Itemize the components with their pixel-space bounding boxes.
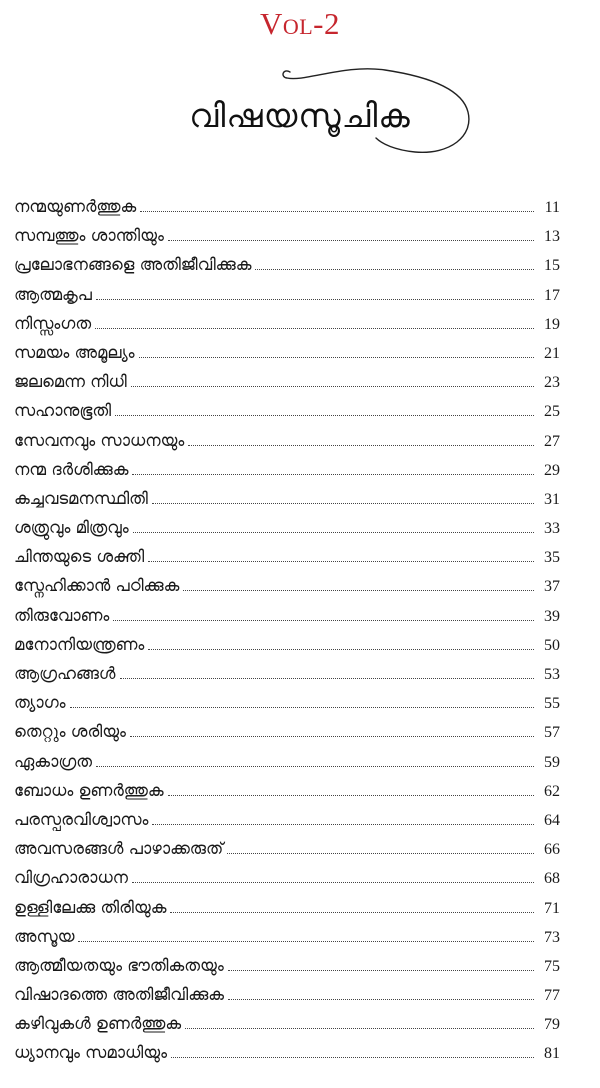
toc-entry-page-number: 11 [544,199,560,216]
toc-entry [14,747,560,776]
toc-entry-page-number: 81 [544,1045,560,1063]
toc-entry-page-number: 17 [544,286,560,304]
toc-entry-page-number: 50 [544,636,560,654]
toc-entry-page-number: 75 [544,957,560,975]
toc-leader-dots [170,911,534,913]
toc-entry-title: ജലമെന്ന നിധി [14,372,127,392]
toc-entry-title: ധ്യാനവും സമാധിയും [14,1043,168,1063]
toc-entry-title: പ്രലോഭനങ്ങളെ അതിജീവിക്കുക [14,255,252,275]
toc-leader-dots [96,765,534,767]
toc-entry [14,455,560,484]
toc-leader-dots [171,1056,534,1058]
toc-entry-page-number: 68 [544,870,560,888]
toc-entry-title: ശത്രുവും മിത്രവും [14,518,129,538]
contents-heading: വിഷയസൂചിക [189,96,411,135]
toc-leader-dots [95,327,534,329]
toc-entry-page-number: 27 [544,432,560,450]
toc-entry [14,717,560,746]
toc-leader-dots [139,356,534,358]
toc-entry [14,601,560,630]
toc-entry-title: സേവനവും സാധനയും [14,430,185,450]
toc-leader-dots [188,444,534,446]
toc-leader-dots [255,268,534,270]
toc-entry [14,513,560,542]
toc-leader-dots [113,619,534,621]
toc-entry [14,1038,560,1067]
toc-entry-page-number: 62 [544,782,560,800]
toc-entry-title: തിരുവോണം [14,605,110,625]
toc-entry-title: ത്യാഗം [14,693,66,713]
toc-entry-title: സമയം അമൂല്യം [14,342,135,362]
toc-leader-dots [115,414,534,416]
toc-entry [14,367,560,396]
toc-entry-page-number: 31 [544,490,560,508]
toc-leader-dots [130,735,534,737]
toc-entry [14,776,560,805]
toc-leader-dots [183,589,534,591]
toc-entry-page-number: 79 [544,1016,560,1034]
volume-label: Vol-2 [259,6,341,41]
toc-entry [14,659,560,688]
toc-entry-title: നന്മയുണർത്തുക [14,197,137,216]
toc-entry [14,309,560,338]
toc-entry [14,980,560,1009]
toc-entry-page-number: 23 [544,374,560,392]
toc-entry-page-number: 73 [544,928,560,946]
toc-entry [14,805,560,834]
toc-leader-dots [132,881,534,883]
toc-entry-title: തെറ്റും ശരിയും [14,722,126,742]
toc-entry-page-number: 13 [544,228,560,246]
toc-leader-dots [140,210,534,212]
toc-entry-page-number: 37 [544,578,560,596]
toc-entry-title: ആത്മീയതയും ഭൗതികതയും [14,955,224,975]
toc-entry [14,250,560,279]
toc-entry-page-number: 53 [544,666,560,683]
toc-entry-page-number: 29 [544,461,560,479]
toc-leader-dots [132,473,534,475]
toc-entry [14,426,560,455]
toc-entry-title: ആഗ്രഹങ്ങൾ [14,664,116,683]
toc-entry [14,542,560,571]
toc-entry [14,396,560,425]
toc-leader-dots [148,648,534,650]
toc-entry [14,484,560,513]
toc-entry-title: ചിന്തയുടെ ശക്തി [14,547,145,567]
toc-entry-title: സമ്പത്തും ശാന്തിയും [14,226,164,246]
toc-leader-dots [168,239,534,241]
toc-entry-title: വിഷാദത്തെ അതിജീവിക്കുക [14,985,225,1005]
table-of-contents [14,192,560,1068]
toc-leader-dots [228,998,534,1000]
toc-entry [14,571,560,600]
toc-entry-page-number: 77 [544,987,560,1005]
toc-leader-dots [120,677,535,679]
toc-entry [14,834,560,863]
toc-entry-title: നിസ്സംഗത [14,313,92,333]
toc-entry-page-number: 19 [544,315,560,333]
toc-entry-title: സ്നേഹിക്കാൻ പഠിക്കുക [14,576,180,596]
toc-leader-dots [152,502,534,504]
toc-entry-page-number: 66 [544,841,560,859]
toc-entry [14,688,560,717]
toc-leader-dots [168,794,534,796]
toc-entry [14,951,560,980]
toc-entry [14,893,560,922]
toc-entry-page-number: 71 [544,899,560,917]
toc-entry-page-number: 35 [544,549,560,567]
toc-entry-title: പരസ്പരവിശ്വാസം [14,809,149,829]
toc-entry-page-number: 64 [544,811,560,829]
toc-leader-dots [228,969,534,971]
toc-entry [14,280,560,309]
toc-entry-page-number: 57 [544,724,560,742]
toc-leader-dots [131,385,534,387]
toc-entry [14,338,560,367]
toc-entry-title: ഉള്ളിലേക്കു തിരിയുക [14,897,167,917]
toc-entry [14,1009,560,1038]
toc-leader-dots [148,560,534,562]
toc-entry-title: വിഗ്രഹാരാധന [14,868,128,888]
toc-entry-title: ഏകാഗ്രത [14,751,93,771]
toc-entry-page-number: 15 [544,257,560,275]
toc-entry-title: മനോനിയന്ത്രണം [14,634,145,654]
toc-entry-page-number: 21 [544,344,560,362]
toc-entry-page-number: 59 [544,753,560,771]
toc-leader-dots [227,852,534,854]
toc-entry-title: കഴിവുകൾ ഉണർത്തുക [14,1014,182,1034]
toc-entry-title: ആത്മകൃപ [14,284,92,304]
toc-entry-page-number: 39 [544,607,560,625]
toc-entry-title: ബോധം ഉണർത്തുക [14,780,164,800]
toc-entry [14,221,560,250]
toc-entry-title: സഹാനുഭൂതി [14,401,112,421]
toc-entry [14,192,560,221]
toc-entry [14,922,560,951]
toc-leader-dots [96,298,534,300]
toc-leader-dots [133,531,534,533]
toc-entry-page-number: 55 [544,695,560,713]
contents-heading-block [0,60,600,180]
toc-entry-title: കച്ചവടമനസ്ഥിതി [14,488,148,508]
toc-entry [14,630,560,659]
toc-leader-dots [78,940,534,942]
toc-leader-dots [152,823,534,825]
toc-entry-page-number: 33 [544,520,560,538]
toc-entry [14,863,560,892]
toc-entry-title: അവസരങ്ങൾ പാഴാക്കരുത് [14,839,224,859]
toc-entry-title: അസൂയ [14,926,75,946]
toc-entry-page-number: 25 [544,403,560,421]
toc-leader-dots [70,706,534,708]
toc-leader-dots [185,1027,534,1029]
toc-entry-title: നന്മ ദർശിക്കുക [14,459,129,479]
